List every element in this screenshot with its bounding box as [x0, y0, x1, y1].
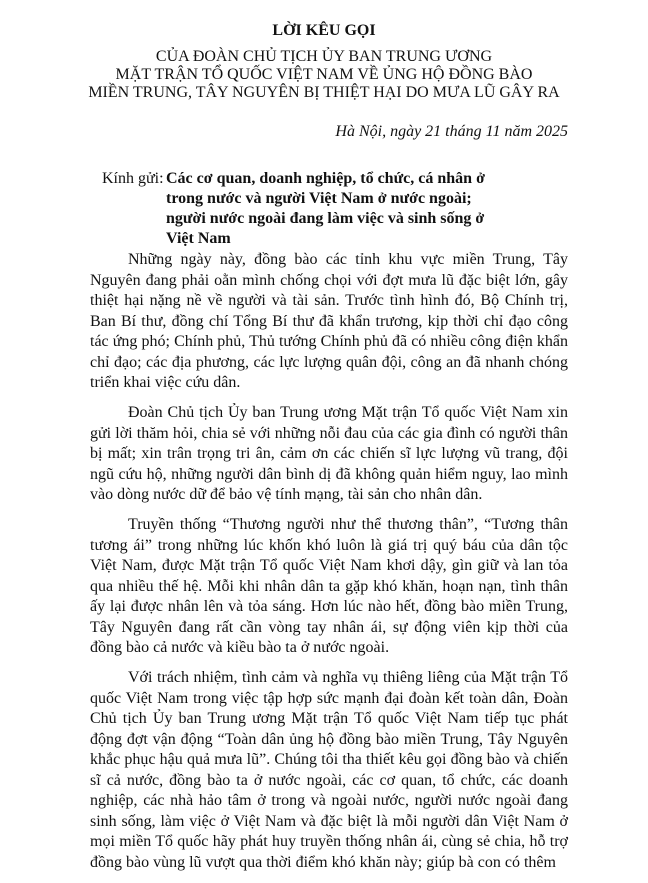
recipients-label: Kính gửi:: [102, 170, 164, 187]
document-title: LỜI KÊU GỌI: [272, 22, 376, 39]
document-date: Hà Nội, ngày 21 tháng 11 năm 2025: [335, 123, 568, 140]
body-paragraph-1: Những ngày này, đồng bào các tỉnh khu vực miền Trung, Tây Nguyên đang phải oằn mình chống chọi với đợt mưa lũ đặc biệt lớn, gây thiệt hại nặng nề về người và tài sản. Trước tình hình đó, Bộ Chính trị, Ban Bí thư, đồng chí Tổng Bí thư đã khẩn trương, kịp thời chỉ đạo công tác ứng phó; Chính phủ, Thủ tướng Chính phủ đã có nhiều công điện khẩn chỉ đạo; các địa phương, các lực lượng quân đội, công an đã nhanh chóng triển khai việc cứu dân.: [90, 251, 568, 391]
body-paragraph-2: Đoàn Chủ tịch Ủy ban Trung ương Mặt trận Tổ quốc Việt Nam xin gửi lời thăm hỏi, chia sẻ với những nỗi đau của các gia đình có người thân bị mất; xin trân trọng tri ân, cảm ơn các chiến sĩ lực lượng vũ trang, đội ngũ cứu hộ, những người dân bình dị đã không quản hiểm nguy, lao mình vào dòng nước dữ để bảo vệ tính mạng, tài sản cho nhân dân.: [90, 404, 568, 503]
subtitle-line-3: MIỀN TRUNG, TÂY NGUYÊN BỊ THIỆT HẠI DO MƯA LŨ GÂY RA: [88, 84, 560, 101]
recipients-text: Các cơ quan, doanh nghiệp, tổ chức, cá nhân ở trong nước và người Việt Nam ở nước ngoài; người nước ngoài đang làm việc và sinh sống ở Việt Nam: [166, 170, 485, 247]
subtitle-line-1: CỦA ĐOÀN CHỦ TỊCH ỦY BAN TRUNG ƯƠNG: [155, 48, 493, 65]
document-body: [90, 250, 568, 883]
body-paragraph-3: Truyền thống “Thương người như thể thương thân”, “Tương thân tương ái” trong những lúc khốn khó luôn là giá trị quý báu của dân tộc Việt Nam, được Mặt trận Tổ quốc Việt Nam khơi dậy, gìn giữ và lan tỏa qua nhiều thế hệ. Mỗi khi nhân dân ta gặp khó khăn, hoạn nạn, tình thân ấy lại được nhân lên và tỏa sáng. Hơn lúc nào hết, đồng bào miền Trung, Tây Nguyên đang rất cần vòng tay nhân ái, sự động viên kịp thời của đồng bào cả nước và kiều bào ta ở nước ngoài.: [90, 516, 568, 656]
subtitle-line-2: MẶT TRẬN TỔ QUỐC VIỆT NAM VỀ ỦNG HỘ ĐỒNG BÀO: [115, 66, 533, 83]
document-header: [0, 20, 648, 102]
body-paragraph-4: Với trách nhiệm, tình cảm và nghĩa vụ thiêng liêng của Mặt trận Tổ quốc Việt Nam trong việc tập hợp sức mạnh đại đoàn kết toàn dân, Đoàn Chủ tịch Ủy ban Trung ương Mặt trận Tổ quốc Việt Nam tiếp tục phát động đợt vận động “Toàn dân ủng hộ đồng bào miền Trung, Tây Nguyên khắc phục hậu quả mưa lũ”. Chúng tôi tha thiết kêu gọi đồng bào và chiến sĩ cả nước, đồng bào ta ở nước ngoài, các cơ quan, tổ chức, các doanh nghiệp, các nhà hảo tâm ở trong và ngoài nước, người nước ngoài đang sinh sống, làm việc ở Việt Nam và đặc biệt là mỗi người dân Việt Nam ở mọi miền Tổ quốc hãy phát huy truyền thống nhân ái, cùng sẻ chia, hỗ trợ đồng bào vùng lũ vượt qua thời điểm khó khăn này; giúp bà con có thêm: [90, 669, 568, 871]
